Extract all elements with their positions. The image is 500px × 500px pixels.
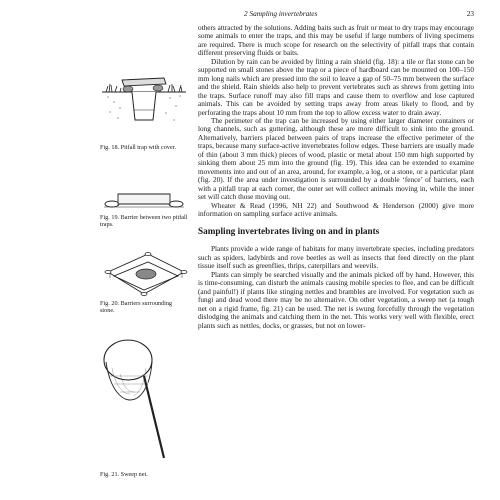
- fig19-caption: Fig. 19. Barrier between two pitfall traps.: [100, 214, 188, 229]
- paragraph-2: Dilution by rain can be avoided by fitting a rain shield (fig. 18): a tile or flat stone can be supported on small stones above the trap or a piece of hardboard can be mounted on 100–150 mm long nails which are pressed into the soil to leave a gap of 50–75 mm between the surface and the shield. Rain shields also help to prevent vertebrates such as shrews from getting into the traps. Surface runoff may also fill traps and cause them to overflow and lose captured animals. This can be avoided by setting traps away from areas likely to flood, and by perforating the traps about 10 mm from the top to allow excess water to drain away.: [198, 57, 474, 117]
- main-text: [198, 24, 474, 330]
- fig19-illustration: [100, 180, 188, 216]
- fig20-caption: Fig. 20. Barriers surrounding stone.: [100, 300, 173, 315]
- section-heading: Sampling invertebrates living on and in plants: [198, 226, 380, 237]
- page-number: 23: [466, 9, 474, 18]
- chapter-title: 2 Sampling invertebrates: [244, 9, 318, 18]
- paragraph-6: Plants can simply be searched visually and the animals picked off by hand. However, this is time-consuming, can disturb the animals causing mobile species to flee, and can be difficult (and painful!) if plants like stinging nettles and brambles are involved. For vegetation such as fungi and dead wood there may be no alternative. On other vegetation, a sweep net (a tough net on a rigid frame, fig. 21) can be used. The net is swung forcefully through the vegetation dislodging the animals and catching them in the net. This works very well with flexible, erect plants such as nettles, docks, or grasses, but not on lower-: [198, 270, 474, 330]
- paragraph-5: Plants provide a wide range of habitats for many invertebrate species, including predators such as spiders, ladybirds and rove beetles as well as insects that feed directly on the plant tissue itself such as greenflies, thrips, caterpillars and weevils.: [198, 245, 474, 271]
- running-header: [198, 9, 474, 21]
- fig21-caption: Fig. 21. Sweep net.: [100, 471, 148, 478]
- paragraph-4: Wheater & Read (1996, NH 22) and Southwood & Henderson (2000) give more information on sampling surface active animals.: [198, 201, 474, 218]
- fig18-caption: Fig. 18. Pitfall trap with cover.: [100, 144, 176, 151]
- paragraph-3: The perimeter of the trap can be increased by using either larger diameter containers or long channels, such as guttering, although these are more difficult to sink into the ground. Alternatively, barriers placed between pairs of traps increase the effective perimeter of the traps, because many surface-active invertebrates follow edges. These barriers are usually made of thin (about 3 mm thick) pieces of wood, plastic or metal about 150 mm high supported by sinking them about 25 mm into the ground (fig. 19). This idea can be extended to examine movements into and out of an area, around, for example, a log, or a stone, or a particular plant (fig. 20). If the area under investigation is surrounded by a double ‘fence’ of barriers, each with a pitfall trap at each corner, the outer set will collect animals moving in, while the inner set will catch those moving out.: [198, 116, 474, 202]
- paragraph-1: others attracted by the solutions. Adding baits such as fruit or meat to dry traps may encourage some animals to enter the traps, and this may be useful if large numbers of living specimens are required. There is much scope for research on the selectivity of pitfall traps that contain different preserving fluids or baits.: [198, 24, 474, 58]
- fig20-illustration: [100, 236, 188, 298]
- fig18-illustration: [100, 66, 188, 128]
- fig21-illustration: [100, 330, 188, 470]
